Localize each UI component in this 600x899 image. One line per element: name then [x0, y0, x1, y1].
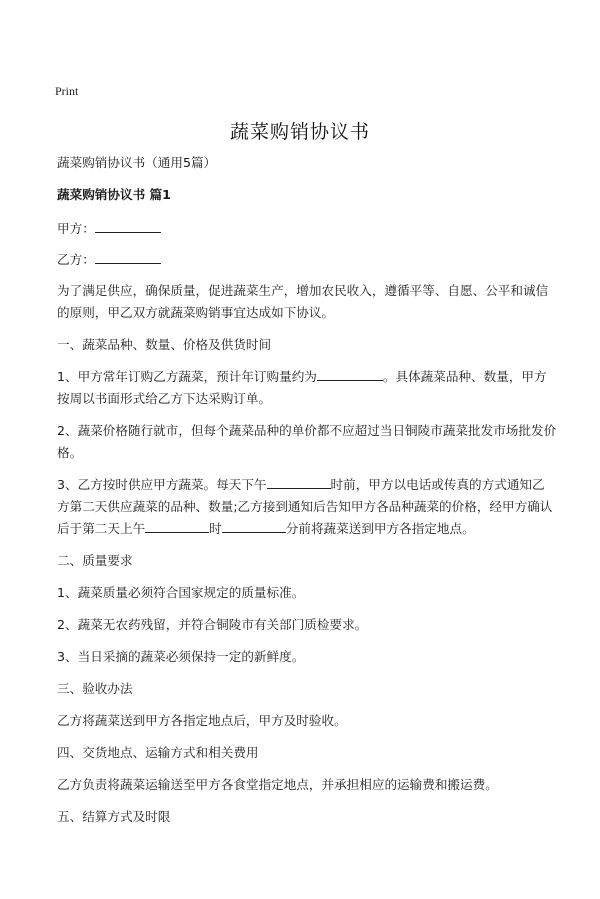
- heading-5: 五、结算方式及时限: [57, 809, 171, 824]
- morning-minute-blank: [222, 518, 286, 533]
- section-title: 蔬菜购销协议书 篇1: [57, 187, 171, 202]
- clause-1-1-text-a: 1、甲方常年订购乙方蔬菜，预计年订购量约为: [57, 369, 317, 384]
- heading-1: 一、蔬菜品种、数量、价格及供货时间: [57, 337, 272, 352]
- party-a-blank: [95, 218, 161, 233]
- document-body: [57, 152, 557, 838]
- party-a-line: [57, 218, 557, 240]
- document-subtitle: 蔬菜购销协议书（通用5篇）: [57, 155, 217, 170]
- party-b-label: 乙方：: [57, 252, 95, 267]
- clause-1-3-text-a: 3、乙方按时供应甲方蔬菜。每天下午: [57, 477, 267, 492]
- party-b-blank: [95, 249, 161, 264]
- afternoon-time-blank: [267, 474, 331, 489]
- party-b-line: [57, 249, 557, 271]
- morning-hour-blank: [145, 518, 209, 533]
- heading-3: 三、验收办法: [57, 681, 133, 696]
- quality-2: 2、蔬菜无农药残留，并符合铜陵市有关部门质检要求。: [57, 617, 368, 632]
- heading-4: 四、交货地点、运输方式和相关费用: [57, 745, 259, 760]
- quality-3: 3、当日采摘的蔬菜必须保持一定的新鲜度。: [57, 649, 305, 664]
- clause-1-3: [57, 474, 557, 540]
- clause-1-1-text-b: 。具体蔬菜品种、数量，甲方按周以书面形式给乙方下达采购订单。: [57, 369, 547, 406]
- quality-1: 1、蔬菜质量必须符合国家规定的质量标准。: [57, 585, 305, 600]
- annual-amount-blank: [317, 366, 383, 381]
- party-a-label: 甲方：: [57, 221, 95, 236]
- acceptance-paragraph: 乙方将蔬菜送到甲方各指定地点后，甲方及时验收。: [57, 713, 347, 728]
- delivery-paragraph: 乙方负责将蔬菜运输送至甲方各食堂指定地点，并承担相应的运输费和搬运费。: [57, 777, 498, 792]
- clause-1-1: [57, 366, 557, 410]
- clause-1-3-text-d: 分前将蔬菜送到甲方各指定地点。: [285, 521, 475, 536]
- clause-1-3-text-b: 时前，甲方以电话或传真的方式通知乙方第二天供应蔬菜的品种、数量;乙方接到通知后告知甲方各品种蔬菜的价格，经甲方确认后于第二天上午: [57, 477, 553, 536]
- clause-1-2: 2、蔬菜价格随行就市，但每个蔬菜品种的单价都不应超过当日铜陵市蔬菜批发市场批发价格。: [57, 423, 557, 460]
- document-title: 蔬菜购销协议书: [229, 121, 370, 143]
- clause-1-3-text-c: 时: [209, 521, 222, 536]
- print-label: Print: [55, 84, 79, 98]
- intro-paragraph: 为了满足供应，确保质量，促进蔬菜生产，增加农民收入，遵循平等、自愿、公平和诚信的原则，甲乙双方就蔬菜购销事宜达成如下协议。: [57, 283, 549, 320]
- heading-2: 二、质量要求: [57, 553, 133, 568]
